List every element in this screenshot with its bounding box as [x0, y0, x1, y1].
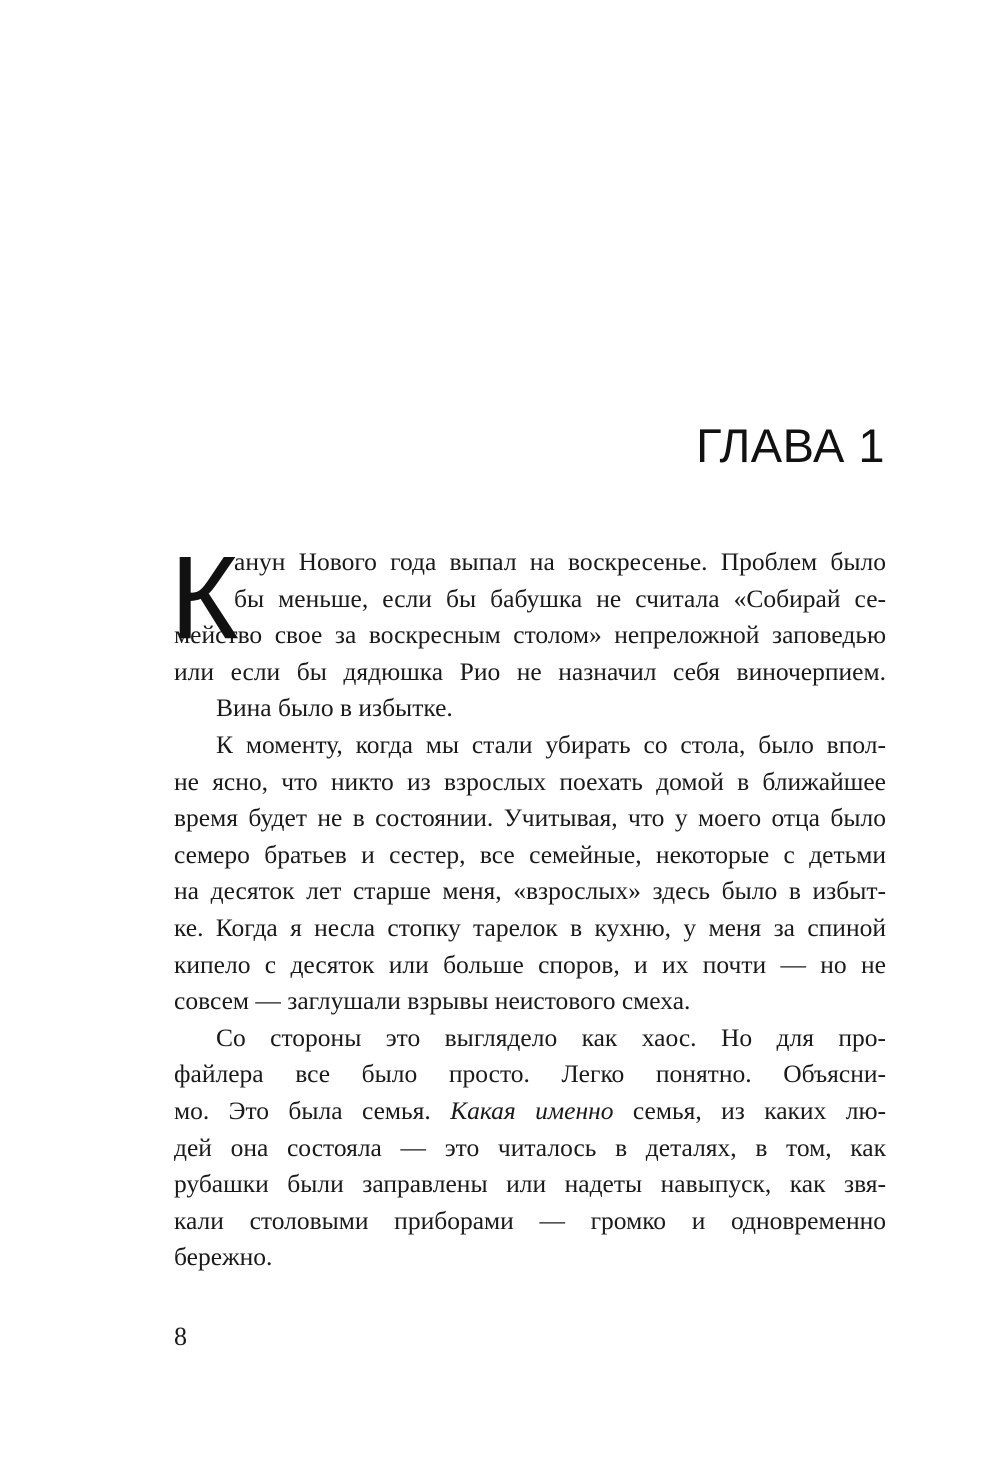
- text-segment: мо. Это была семья.: [174, 1095, 451, 1125]
- paragraph-4: [174, 1020, 886, 1276]
- paragraph-line: файлера все было просто. Легко понятно. Объясни-: [174, 1059, 886, 1089]
- paragraph-line: или если бы дядюшка Рио не назначил себя виночерпием.: [174, 656, 886, 686]
- page-number: 8: [174, 1322, 187, 1351]
- paragraph-line: мейство свое за воскресным столом» непреложной заповедью: [174, 620, 886, 650]
- paragraph-1: [170, 532, 886, 690]
- text-segment: семья, из каких лю-: [613, 1095, 886, 1125]
- dropcap-letter: К: [170, 532, 239, 664]
- paragraph-line: Со стороны это выглядело как хаос. Но для про-: [216, 1022, 886, 1052]
- paragraph-line-with-italic: [174, 1093, 886, 1130]
- paragraph-line: ке. Когда я несла стопку тарелок в кухню, у меня за спиной: [174, 912, 886, 942]
- paragraph-line: бережно.: [174, 1242, 273, 1272]
- paragraph-line: кипело с десяток или больше споров, и их почти — но не: [174, 949, 886, 979]
- paragraph-line: рубашки были заправлены или надеты навыпуск, как звя-: [174, 1169, 886, 1199]
- paragraph-line: бы меньше, если бы бабушка не считала «Собирай се-: [234, 583, 886, 613]
- paragraph-line: К моменту, когда мы стали убирать со стола, было впол-: [216, 729, 886, 759]
- paragraph-3: [174, 727, 886, 1020]
- paragraph-line: дей она состояла — это читалось в деталях, в том, как: [174, 1132, 886, 1162]
- chapter-title: ГЛАВА 1: [696, 419, 885, 472]
- paragraph-line: совсем — заглушали взрывы неистового смеха.: [174, 986, 691, 1016]
- paragraph-line: не ясно, что никто из взрослых поехать домой в ближайшее: [174, 766, 886, 796]
- paragraph-2: [174, 690, 886, 727]
- paragraph-line: кали столовыми приборами — громко и одновременно: [174, 1205, 886, 1235]
- italic-emphasis: Какая именно: [450, 1095, 614, 1125]
- chapter-text: [170, 508, 886, 1276]
- paragraph-line: время будет не в состоянии. Учитывая, что у моего отца было: [174, 803, 886, 833]
- paragraph-line: семеро братьев и сестер, все семейные, некоторые с детьми: [174, 839, 886, 869]
- paragraph-line: анун Нового года выпал на воскресенье. Проблем было: [234, 547, 886, 576]
- paragraph-line: на десяток лет старше меня, «взрослых» здесь было в избыт-: [174, 876, 886, 906]
- paragraph-line: Вина было в избытке.: [216, 693, 453, 723]
